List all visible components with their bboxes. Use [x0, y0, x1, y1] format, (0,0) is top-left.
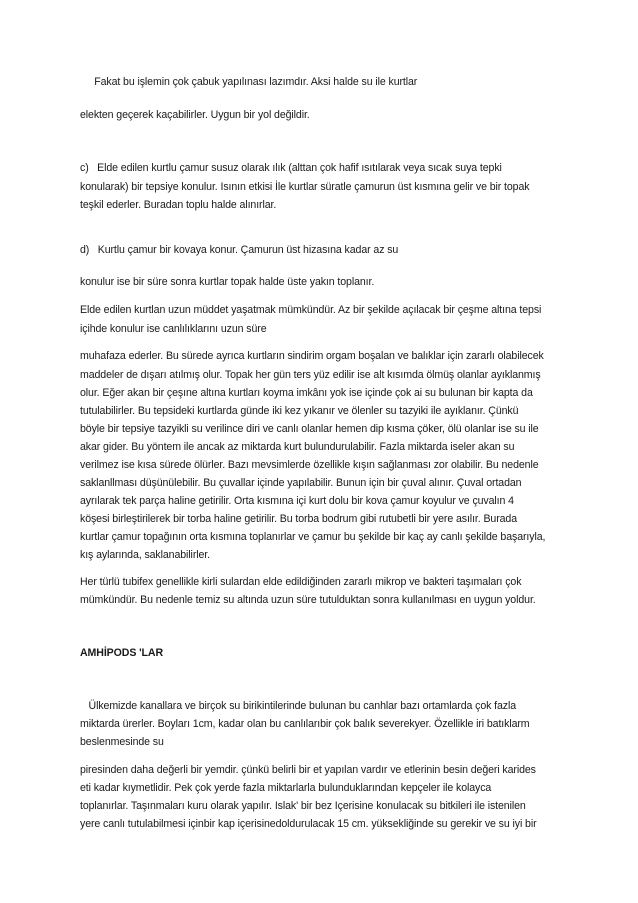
text-line: d) Kurtlu çamur bir kovaya konur. Çamurun üst hizasına kadar az su: [80, 244, 399, 256]
text-line: kurtlar çamur topağının orta kısmına toplanırlar ve çamur bu şekilde bir kaç ay canlı şekilde başarıyla,: [80, 531, 546, 543]
text-line: toplanırlar. Taşınmaları kuru olarak yapılır. Islak' bir bez Içerisine konulacak su bitkileri ile istenilen: [80, 800, 526, 812]
text-line: teşkil ederler. Buradan toplu halde alınırlar.: [80, 199, 277, 211]
text-line: böyle bir tepsiye tazyikli su verilince diri ve canlı olanlar hemen dip kısma çöker, ölü olanlar ise su ile: [80, 423, 539, 435]
text-line: olur. Eğer akan bir çeşıne altına kurtları koyma imkânı yok ise içinde çok ai su bulunan bir kapta da: [80, 387, 533, 399]
text-line: tutulabilirler. Bu tepsideki kurtlarda günde iki kez yıkanır ve ölenler su tazyiki ile ayıklanır. Çünkü: [80, 405, 519, 417]
text-line: verilmez ise kısa sürede ölürler. Bazı mevsimlerde özellikle kışın sağlanması zor olabilir. Bu nedenle: [80, 459, 539, 471]
text-line: mümkündür. Bu nedenle temiz su altında uzun süre tutulduktan sonra kullanılması en uygun yoldur.: [80, 594, 536, 606]
text-line: c) Elde edilen kurtlu çamur susuz olarak ılık (alttan çok hafif ısıtılarak veya sıcak suya tepki: [80, 162, 502, 174]
text-line: konularak) bir tepsiye konulur. Isının etkisi İle kurtlar süratle çamurun üst kısmına gelir ve bir topak: [80, 181, 530, 193]
text-line: miktarda ürerler. Boyları 1cm, kadar olan bu canlılarıbir çok balık severekyer. Özellikle iri batıklarm: [80, 718, 530, 730]
text-line: yere canlı tutulabilmesi içinbir kap içerisinedoldurulacak 15 cm. yüksekliğinde su gerekir ve su iyi bir: [80, 818, 537, 830]
section-heading: AMHİPODS 'LAR: [80, 647, 164, 659]
text-line: piresinden daha değerli bir yemdir. çünkü belirli bir et yapılan vardır ve etlerinin besin değeri karides: [80, 764, 536, 776]
text-line: kış aylarında, saklanabilirler.: [80, 549, 210, 561]
text-line: saklanllması düşünülebilir. Bu çuvallar içinde yapılabilir. Bunun için bir çuval alınır. Çuval ortadan: [80, 477, 522, 489]
text-line: akar gider. Bu yöntem ile ancak az miktarda kurt bulundurulabilir. Fazla miktarda iseler akan su: [80, 441, 515, 453]
text-line: eti kadar kıymetlidir. Pek çok yerde fazla miktarlarla bulunduklarından kepçeler ile kolayca: [80, 782, 492, 794]
text-line: ayrılarak tek parça haline getirilir. Orta kısmına içi kurt dolu bir kova çamur koyulur ve çuvalın 4: [80, 495, 514, 507]
text-line: elekten geçerek kaçabilirler. Uygun bir yol değildir.: [80, 109, 310, 121]
text-line: maddeler de dışarı atılmış olur. Topak her gün ters yüz edilir ise alt kısımda ölmüş olanlar ayıklanmış: [80, 369, 541, 381]
text-line: Her türlü tubifex genellikle kirli sulardan elde edildiğinden zararlı mikrop ve bakteri taşımaları çok: [80, 576, 522, 588]
text-line: köşesi birleştirilerek bir torba haline getirilir. Bu torba bodrum gibi rutubetli bir yere asılır. Burada: [80, 513, 517, 525]
text-line: Fakat bu işlemin çok çabuk yapılınası lazımdır. Aksi halde su ile kurtlar: [80, 76, 418, 88]
text-line: Ülkemizde kanallara ve birçok su birikintilerinde bulunan bu canhlar bazı ortamlarda çok fazla: [80, 700, 517, 712]
text-line: muhafaza ederler. Bu sürede ayrıca kurtların sindirim orgam boşalan ve balıklar için zararlı olabilecek: [80, 350, 544, 362]
text-line: Elde edilen kurtlan uzun müddet yaşatmak mümkündür. Az bir şekilde açılacak bir çeşme altına tepsi: [80, 304, 542, 316]
text-line: beslenmesinde su: [80, 736, 164, 748]
text-line: içihde konulur ise canlılıklarını uzun süre: [80, 323, 267, 335]
text-line: konulur ise bir süre sonra kurtlar topak halde üste yakın toplanır.: [80, 276, 375, 288]
